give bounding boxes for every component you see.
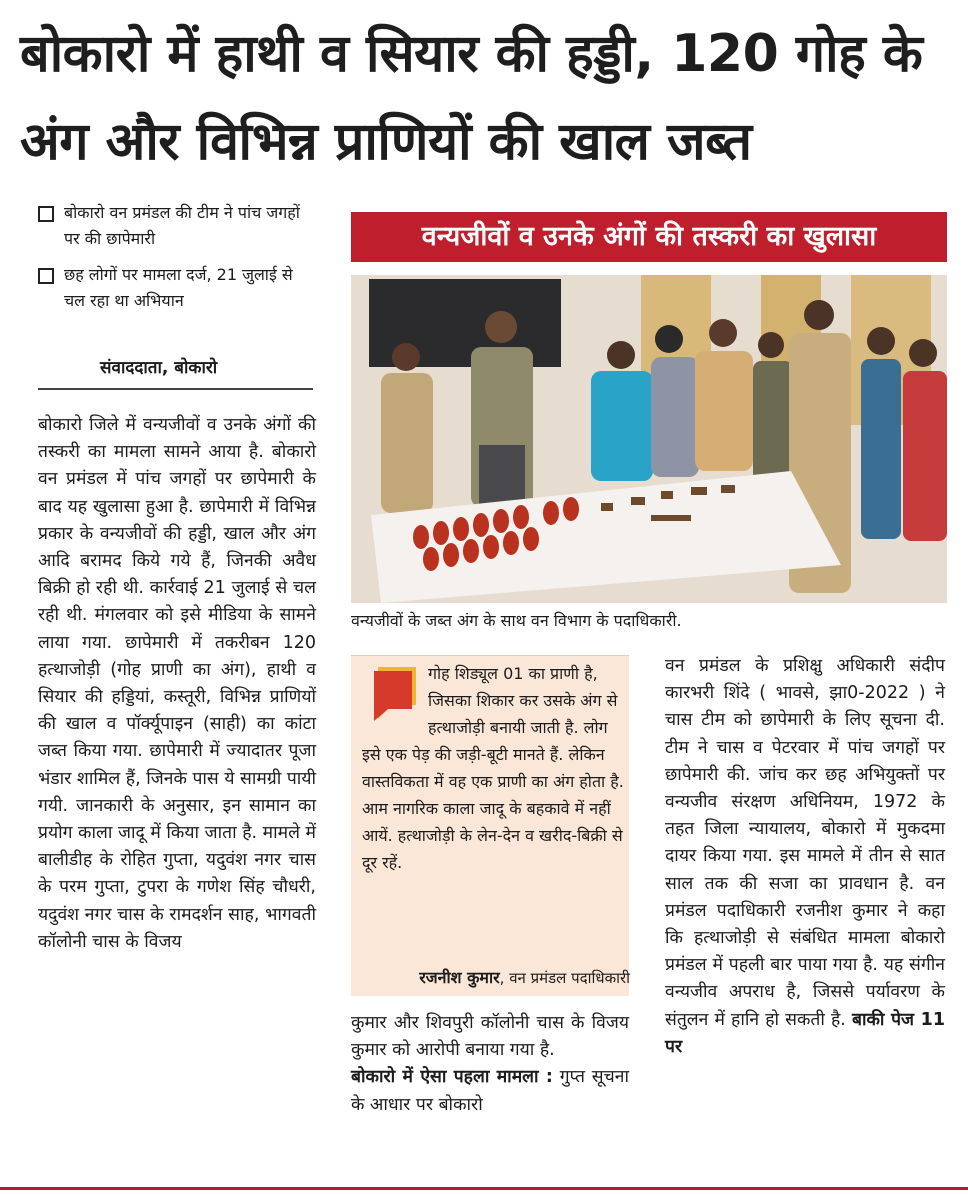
- quote-author-name: रजनीश कुमार: [419, 968, 500, 987]
- quote-icon-spacer: [362, 660, 428, 734]
- column2-rest: गुप्त सूचना के आधार पर बोकारो: [351, 1067, 629, 1115]
- article-column-1: बोकारो जिले में वन्यजीवों व उनके अंगों की तस्करी का मामला सामने आया है. बोकारो वन प्रमंडल में पांच जगहों पर छापेमारी के बाद यह खुलासा हुआ है. छापेमारी में विभिन्न प्रकार के वन्यजीवों की हड्डी, खाल और अंग आदि बरामद किये गये हैं, जिनकी अवैध बिक्री हो रही थी. कार्रवाई 21 जुलाई से चल रही थी. मंगलवार को इसे मीडिया के सामने लाया गया. छापेमारी में तकरीबन 120 हत्थाजोड़ी (गोह प्राणी का अंग), हाथी व सियार की हड्डियां, कस्तूरी, विभिन्न प्राणियों की खाल व पॉर्क्यूपाइन (साही) का कांटा जब्त किया गया. छापेमारी में ज्यादातर पूजा भंडार शामिल हैं, जिनके पास ये सामग्री पायी गयी. जानकारी के अनुसार, इन सामान का प्रयोग काला जादू में किया जाता है. मामले में बालीडीह के रोहित गुप्ता, यदुवंश नगर चास के परम गुप्ता, टुपरा के गणेश सिंह चौधरी, यदुवंश नगर चास के रामदर्शन साह, भागवती कॉलोनी चास के विजय: [38, 415, 316, 952]
- quote-text: [362, 660, 624, 876]
- photo-caption: वन्यजीवों के जब्त अंग के साथ वन विभाग के पदाधिकारी.: [351, 611, 682, 630]
- news-photo: [351, 275, 947, 603]
- article-column-3: [665, 653, 945, 1061]
- summary-bullet-text: छह लोगों पर मामला दर्ज, 21 जुलाई से चल रहा था अभियान: [64, 265, 293, 310]
- bottom-rule: [0, 1187, 968, 1190]
- byline-divider: [38, 388, 313, 390]
- column2-subhead: बोकारो में ऐसा पहला मामला :: [351, 1067, 553, 1088]
- section-banner: वन्यजीवों व उनके अंगों की तस्करी का खुलासा: [351, 212, 947, 262]
- column3-text: वन प्रमंडल के प्रशिक्षु अधिकारी संदीप कारभरी शिंदे ( भावसे, झा0-2022 ) ने चास टीम को छापेमारी के लिए सूचना दी. टीम ने चास व पेटरवार में पांच जगहों पर छापेमारी की. जांच कर छह अभियुक्तों पर वन्यजीव संरक्षण अधिनियम, 1972 के तहत जिला न्यायालय, बोकारो में मुकदमा दायर किया गया. इस मामले में तीन से सात साल तक की सजा का प्रावधान है. वन प्रमंडल पदाधिकारी रजनीश कुमार ने कहा कि हत्थाजोड़ी से संबंधित मामला बोकारो प्रमंडल में पहली बार पाया गया है. यह संगीन वन्यजीव अपराध है, जिससे पर्यावरण के संतुलन में हानि हो सकती है.: [665, 656, 945, 1030]
- continued-on-page: बाकी पेज 11 पर: [665, 1009, 945, 1057]
- quote-attribution: [360, 966, 630, 988]
- quote-author-designation: , वन प्रमंडल पदाधिकारी: [499, 969, 630, 987]
- officials-with-seized-items-illustration: [351, 275, 947, 603]
- quote-body: गोह शिड्यूल 01 का प्राणी है, जिसका शिकार कर उसके अंग से हत्थाजोड़ी बनायी जाती है. लोग इसे एक पेड़ की जड़ी-बूटी मानते हैं. लेकिन वास्तविकता में वह एक प्राणी का अंग होता है. आम नागरिक काला जादू के बहकावे में नहीं आयें. हत्थाजोड़ी के लेन-देन व खरीद-बिक्री से दूर रहें.: [362, 664, 624, 872]
- article-column-2: [351, 1010, 629, 1119]
- headline-line-2: अंग और विभिन्न प्राणियों की खाल जब्त: [20, 112, 752, 172]
- summary-bullet: [38, 200, 313, 252]
- checkbox-square-icon: [38, 268, 54, 284]
- summary-bullets: [38, 200, 313, 324]
- summary-bullet: [38, 262, 313, 314]
- headline-line-1: बोकारो में हाथी व सियार की हड्डी, 120 गोह के: [20, 24, 923, 84]
- column2-lead: कुमार और शिवपुरी कॉलोनी चास के विजय कुमार को आरोपी बनाया गया है.: [351, 1013, 629, 1061]
- byline: संवाददाता, बोकारो: [100, 358, 218, 378]
- checkbox-square-icon: [38, 206, 54, 222]
- summary-bullet-text: बोकारो वन प्रमंडल की टीम ने पांच जगहों पर की छापेमारी: [64, 203, 300, 248]
